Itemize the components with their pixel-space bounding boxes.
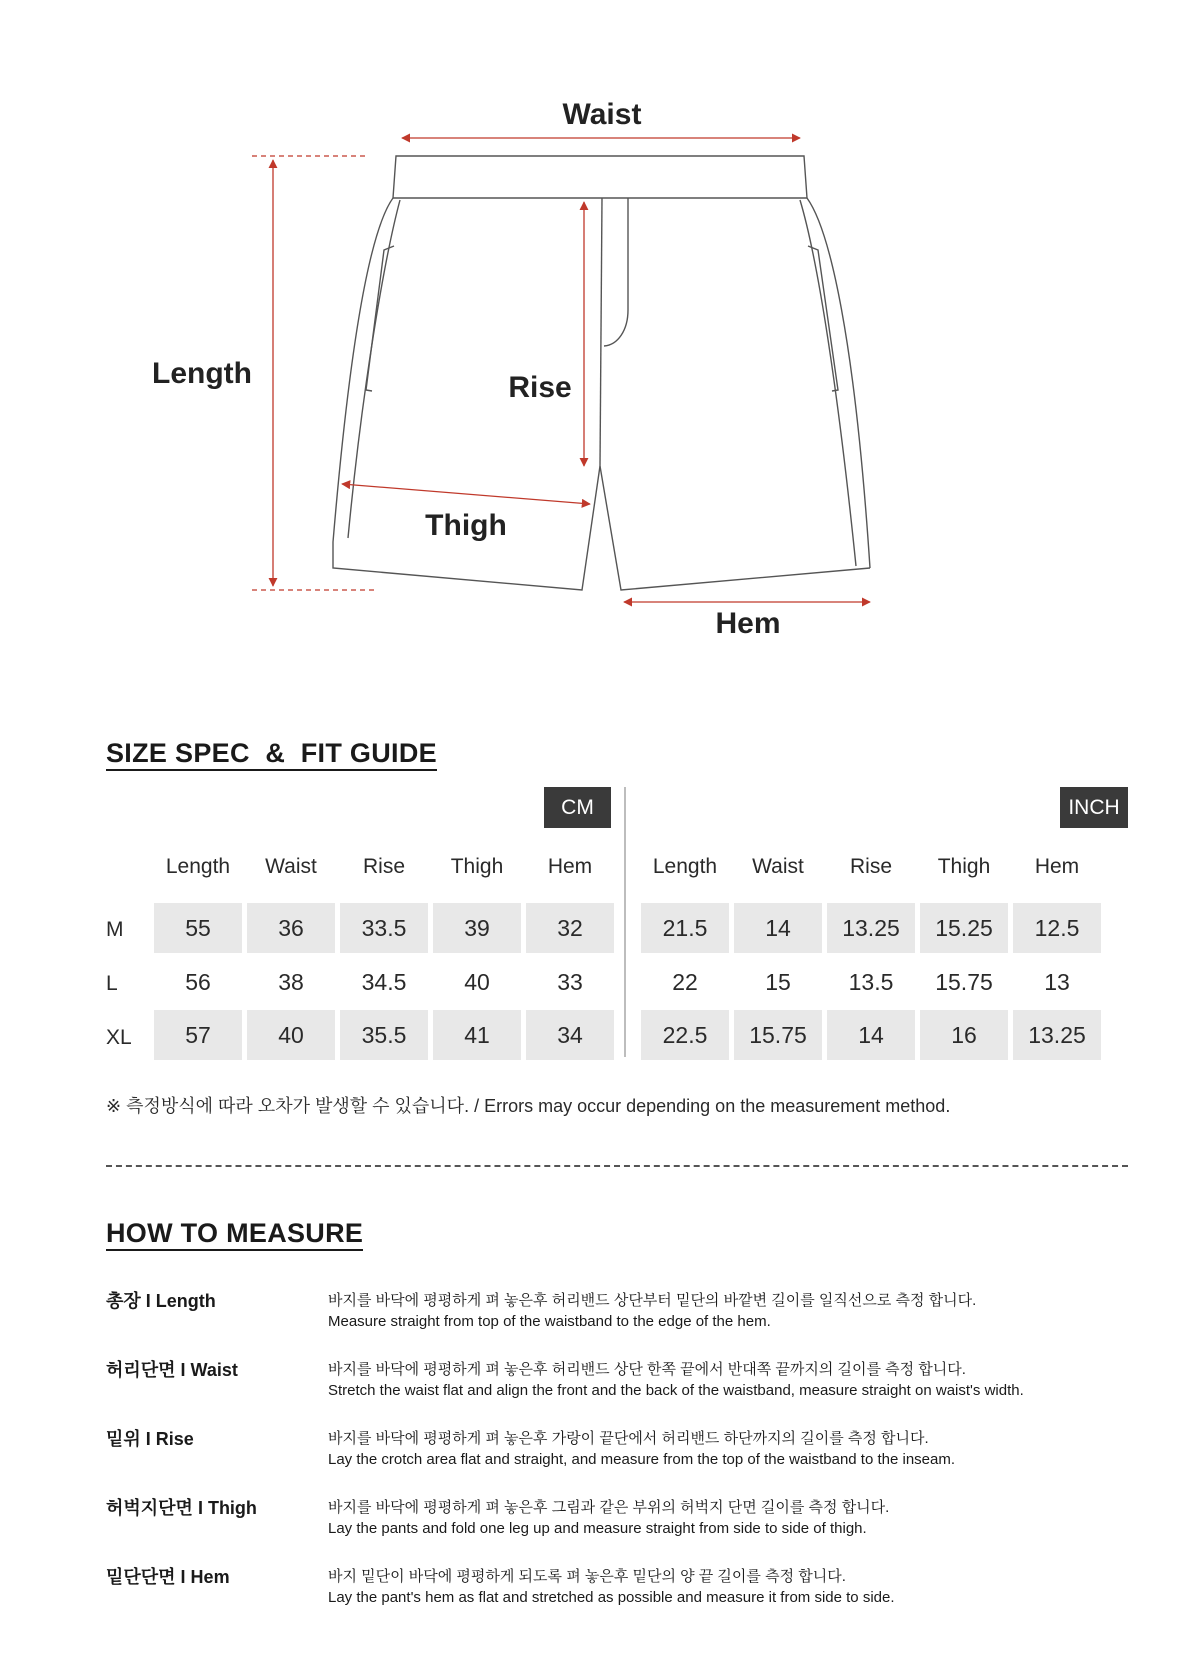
thigh-label: Thigh: [425, 509, 507, 542]
shorts-measurement-diagram: [0, 0, 1200, 660]
inch-cell-l-thigh: 15.75: [935, 968, 993, 995]
measure-en-length: Measure straight from top of the waistband to the edge of the hem.: [328, 1313, 771, 1330]
cm-cell-l-rise: 34.5: [361, 968, 407, 995]
measurement-guides: [252, 138, 870, 602]
measure-ko-hem: 바지 밑단이 바닥에 평평하게 되도록 펴 놓은후 밑단의 양 끝 길이를 측정 합니다.: [328, 1568, 846, 1585]
size-label-xl: XL: [106, 1026, 132, 1049]
fly-line-right: [604, 198, 628, 346]
measure-ko-rise: 바지를 바닥에 평평하게 펴 놓은후 가랑이 끝단에서 허리밴드 하단까지의 길이를 측정 합니다.: [328, 1430, 929, 1447]
measure-label-length: 총장 I Length: [106, 1291, 216, 1311]
measure-en-rise: Lay the crotch area flat and straight, and measure from the top of the waistband to the inseam.: [328, 1451, 956, 1468]
cm-cell-m-hem: 32: [526, 903, 614, 953]
cm-header-rise: Rise: [362, 855, 405, 878]
cm-cell-xl-hem: 34: [526, 1010, 614, 1060]
cm-cell-m-waist: 36: [247, 903, 335, 953]
length-label: Length: [152, 357, 252, 390]
cm-header-thigh: Thigh: [450, 855, 504, 878]
inch-header-length: Length: [652, 855, 718, 878]
inch-header-rise: Rise: [849, 855, 892, 878]
measure-ko-thigh: 바지를 바닥에 평평하게 펴 놓은후 그림과 같은 부위의 허벅지 단면 길이를 측정 합니다.: [328, 1499, 890, 1516]
thigh-arrow: [342, 484, 590, 504]
measure-en-waist: Stretch the waist flat and align the front and the back of the waistband, measure straight on waist's width.: [328, 1382, 1024, 1399]
inch-cell-l-hem: 13: [1044, 968, 1070, 995]
cm-header-hem: Hem: [547, 855, 593, 878]
left-side-panel-line: [348, 200, 400, 538]
cm-cell-l-length: 56: [185, 968, 211, 995]
inch-header-waist: Waist: [752, 855, 804, 878]
shorts-outline: [333, 156, 870, 590]
cm-cell-m-length: 55: [154, 903, 242, 953]
inch-cell-m-rise: 13.25: [827, 903, 915, 953]
right-outer-seam: [807, 198, 870, 568]
size-label-l: L: [106, 972, 118, 995]
cm-cell-xl-waist: 40: [247, 1010, 335, 1060]
fly-line-left: [600, 198, 602, 466]
inch-unit-badge: INCH: [1060, 787, 1128, 828]
size-label-m: M: [106, 918, 124, 941]
cm-cell-l-waist: 38: [278, 968, 304, 995]
measure-ko-waist: 바지를 바닥에 평평하게 펴 놓은후 허리밴드 상단 한쪽 끝에서 반대쪽 끝까지의 길이를 측정 합니다.: [328, 1361, 966, 1378]
cm-cell-m-rise: 33.5: [340, 903, 428, 953]
inch-cell-xl-thigh: 16: [920, 1010, 1008, 1060]
right-side-panel-line: [800, 200, 856, 566]
inch-cell-l-waist: 15: [765, 968, 791, 995]
inch-cell-m-hem: 12.5: [1013, 903, 1101, 953]
cm-header-length: Length: [165, 855, 231, 878]
cm-cell-xl-thigh: 41: [433, 1010, 521, 1060]
cm-cell-xl-length: 57: [154, 1010, 242, 1060]
inch-header-hem: Hem: [1034, 855, 1080, 878]
inch-cell-l-length: 22: [672, 968, 698, 995]
inch-cell-xl-rise: 14: [827, 1010, 915, 1060]
hem-label: Hem: [715, 607, 781, 640]
inch-cell-l-rise: 13.5: [848, 968, 894, 995]
right-leg-hem: [600, 466, 870, 590]
measure-label-rise: 밑위 I Rise: [106, 1429, 194, 1449]
measure-en-thigh: Lay the pants and fold one leg up and measure straight from side to side of thigh.: [328, 1520, 867, 1537]
inch-cell-xl-waist: 15.75: [734, 1010, 822, 1060]
cm-header-waist: Waist: [265, 855, 317, 878]
inch-cell-m-thigh: 15.25: [920, 903, 1008, 953]
inch-cell-m-waist: 14: [734, 903, 822, 953]
measure-label-thigh: 허벅지단면 I Thigh: [106, 1498, 257, 1518]
unit-divider: [624, 787, 626, 1057]
section-divider: [106, 1165, 1128, 1167]
inch-cell-xl-length: 22.5: [641, 1010, 729, 1060]
rise-label: Rise: [508, 371, 572, 404]
left-pocket: [366, 246, 394, 391]
how-to-measure-title: HOW TO MEASURE: [106, 1218, 363, 1251]
cm-unit-badge: CM: [544, 787, 611, 828]
measure-ko-length: 바지를 바닥에 평평하게 펴 놓은후 허리밴드 상단부터 밑단의 바깥변 길이를 일직선으로 측정 합니다.: [328, 1292, 977, 1309]
cm-cell-m-thigh: 39: [433, 903, 521, 953]
size-spec-title: SIZE SPEC & FIT GUIDE: [106, 738, 437, 771]
cm-cell-l-thigh: 40: [464, 968, 490, 995]
measure-label-waist: 허리단면 I Waist: [106, 1360, 238, 1380]
inch-header-thigh: Thigh: [937, 855, 991, 878]
waistband-shape: [393, 156, 807, 198]
measure-label-hem: 밑단단면 I Hem: [106, 1567, 230, 1587]
measure-en-hem: Lay the pant's hem as flat and stretched as possible and measure it from side to side.: [328, 1589, 895, 1606]
waist-label: Waist: [562, 98, 642, 131]
cm-cell-xl-rise: 35.5: [340, 1010, 428, 1060]
cm-cell-l-hem: 33: [557, 968, 583, 995]
inch-cell-m-length: 21.5: [641, 903, 729, 953]
inch-cell-xl-hem: 13.25: [1013, 1010, 1101, 1060]
measurement-error-note: ※ 측정방식에 따라 오차가 발생할 수 있습니다. / Errors may occur depending on the measurement method.: [106, 1096, 951, 1116]
